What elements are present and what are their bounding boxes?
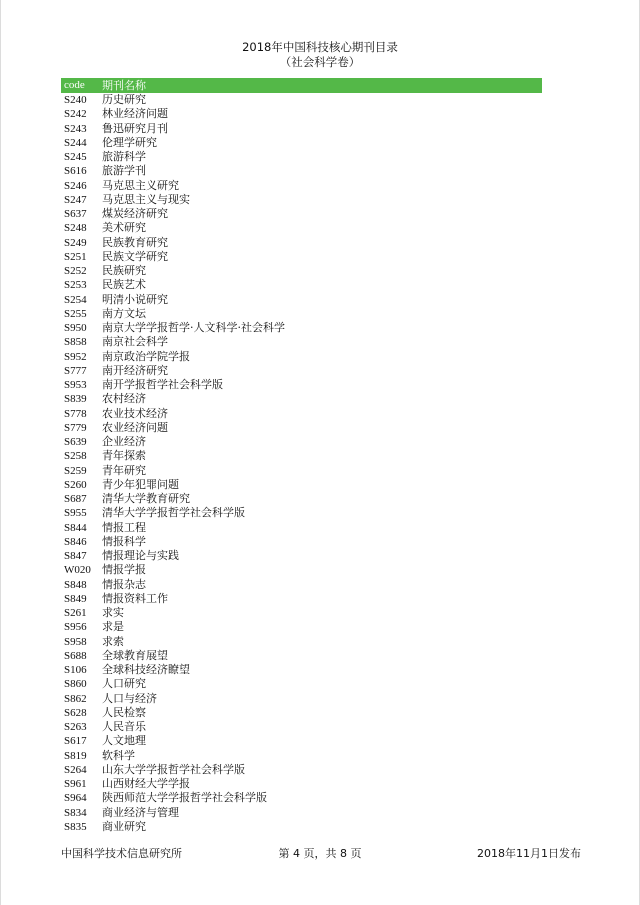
- journal-code: S639: [64, 436, 87, 448]
- table-row: [61, 649, 542, 663]
- journal-name: 情报资料工作: [102, 591, 168, 605]
- journal-name: 人口研究: [102, 677, 146, 691]
- journal-code: S834: [64, 806, 87, 819]
- journal-name: 伦理学研究: [102, 135, 157, 149]
- journal-name: 情报工程: [102, 520, 146, 534]
- journal-code: S961: [64, 778, 87, 790]
- journal-name: 南开学报哲学社会科学版: [102, 378, 223, 391]
- table-header: [61, 78, 542, 93]
- table-row: [61, 207, 542, 221]
- table-row: [61, 635, 542, 649]
- journal-code: S956: [64, 621, 87, 634]
- table-row: [61, 663, 542, 677]
- journal-code: S628: [64, 706, 87, 719]
- journal-code: S616: [64, 165, 87, 178]
- table-row: [61, 335, 542, 349]
- table-row: [61, 449, 542, 463]
- table-row: [61, 806, 542, 820]
- journal-code: S264: [64, 763, 87, 776]
- journal-name: 人口与经济: [102, 691, 157, 705]
- journal-code: S246: [64, 179, 87, 192]
- journal-code: S835: [64, 820, 87, 833]
- document-subtitle: （社会科学卷）: [279, 55, 361, 69]
- table-row: [61, 264, 542, 278]
- journal-name: 农村经济: [102, 392, 146, 406]
- table-row: [61, 278, 542, 292]
- journal-code: S254: [64, 293, 87, 306]
- journal-name: 民族文学研究: [102, 249, 168, 263]
- journal-list: [61, 93, 542, 834]
- journal-name: 农业经济问题: [102, 420, 168, 434]
- journal-name: 情报学报: [102, 563, 146, 577]
- journal-code: S849: [64, 592, 87, 605]
- journal-name: 民族研究: [102, 264, 146, 277]
- journal-name: 全球教育展望: [102, 648, 168, 662]
- journal-code: S847: [64, 550, 87, 562]
- table-row: [61, 521, 542, 535]
- journal-code: S252: [64, 265, 87, 277]
- journal-name: 鲁迅研究月刊: [102, 121, 168, 135]
- table-row: [61, 492, 542, 506]
- journal-name: 林业经济问题: [102, 107, 168, 121]
- journal-name: 明清小说研究: [102, 292, 168, 306]
- table-row: [61, 307, 542, 321]
- journal-code: S258: [64, 450, 87, 463]
- journal-name: 青少年犯罪问题: [102, 477, 179, 491]
- journal-code: S247: [64, 193, 87, 206]
- table-row: [61, 578, 542, 592]
- table-row: [61, 734, 542, 748]
- table-row: [61, 535, 542, 549]
- table-row: [61, 606, 542, 620]
- journal-name: 山西财经大学学报: [102, 777, 190, 790]
- table-row: [61, 749, 542, 763]
- table-row: [61, 293, 542, 307]
- journal-code: S952: [64, 350, 87, 363]
- journal-code: S958: [64, 635, 87, 648]
- journal-code: S251: [64, 250, 87, 263]
- journal-name: 民族艺术: [102, 278, 146, 292]
- journal-name: 南京大学学报哲学·人文科学·社会科学: [102, 321, 285, 334]
- journal-code: S860: [64, 678, 87, 691]
- table-row: [61, 93, 542, 107]
- table-row: [61, 677, 542, 691]
- journal-name: 情报科学: [102, 534, 146, 548]
- journal-name: 山东大学学报哲学社会科学版: [102, 762, 245, 776]
- journal-name: 求是: [102, 620, 124, 634]
- table-row: [61, 407, 542, 421]
- journal-code: S862: [64, 692, 87, 705]
- journal-name: 煤炭经济研究: [102, 207, 168, 220]
- journal-code: S248: [64, 222, 87, 235]
- journal-name: 陕西师范大学学报哲学社会科学版: [102, 791, 267, 805]
- journal-name: 商业研究: [102, 819, 146, 833]
- column-header-name: 期刊名称: [102, 79, 146, 92]
- journal-name: 民族教育研究: [102, 235, 168, 249]
- journal-code: S687: [64, 493, 87, 505]
- table-row: [61, 549, 542, 563]
- journal-name: 企业经济: [102, 435, 146, 448]
- journal-name: 旅游科学: [102, 150, 146, 163]
- table-row: [61, 620, 542, 634]
- journal-name: 历史研究: [102, 93, 146, 106]
- journal-name: 情报杂志: [102, 577, 146, 591]
- journal-code: S955: [64, 507, 87, 520]
- journal-code: S255: [64, 307, 87, 320]
- footer-page-number: 第 4 页，共 8 页: [278, 847, 362, 860]
- footer-issuer: 中国科学技术信息研究所: [61, 847, 182, 860]
- journal-name: 南京政治学院学报: [102, 349, 190, 363]
- table-row: [61, 592, 542, 606]
- table-row: [61, 777, 542, 791]
- journal-code: S617: [64, 735, 87, 748]
- table-row: [61, 435, 542, 449]
- journal-name: 软科学: [102, 748, 135, 762]
- journal-name: 马克思主义研究: [102, 178, 179, 192]
- journal-name: 南开经济研究: [102, 363, 168, 377]
- table-row: [61, 179, 542, 193]
- journal-code: S263: [64, 721, 87, 733]
- journal-code: S779: [64, 421, 87, 434]
- journal-name: 南京社会科学: [102, 335, 168, 349]
- journal-name: 清华大学教育研究: [102, 492, 190, 505]
- journal-code: S848: [64, 578, 87, 591]
- journal-name: 农业技术经济: [102, 406, 168, 420]
- table-row: [61, 107, 542, 121]
- table-row: [61, 378, 542, 392]
- table-row: [61, 706, 542, 720]
- journal-code: S950: [64, 322, 87, 334]
- document-footer: [0, 846, 640, 862]
- journal-code: S953: [64, 379, 87, 391]
- journal-code: S242: [64, 108, 87, 121]
- journal-code: S259: [64, 464, 87, 477]
- journal-code: S243: [64, 122, 87, 135]
- table-row: [61, 350, 542, 364]
- journal-code: S839: [64, 393, 87, 406]
- journal-name: 人文地理: [102, 734, 146, 748]
- journal-code: S249: [64, 236, 87, 249]
- journal-name: 商业经济与管理: [102, 805, 179, 819]
- journal-code: S106: [64, 664, 87, 676]
- journal-code: S253: [64, 279, 87, 292]
- table-row: [61, 136, 542, 150]
- journal-code: S261: [64, 607, 87, 619]
- table-row: [61, 193, 542, 207]
- journal-code: S245: [64, 151, 87, 163]
- table-row: [61, 763, 542, 777]
- journal-name: 求实: [102, 606, 124, 619]
- journal-code: S777: [64, 364, 87, 377]
- table-row: [61, 122, 542, 136]
- journal-name: 人民音乐: [102, 720, 146, 733]
- journal-name: 美术研究: [102, 221, 146, 235]
- table-row: [61, 164, 542, 178]
- journal-name: 求索: [102, 634, 124, 648]
- journal-code: S858: [64, 336, 87, 349]
- journal-name: 清华大学学报哲学社会科学版: [102, 506, 245, 520]
- document-title: 2018年中国科技核心期刊目录: [242, 40, 398, 54]
- table-row: [61, 692, 542, 706]
- journal-name: 情报理论与实践: [102, 549, 179, 562]
- table-row: [61, 720, 542, 734]
- journal-code: S240: [64, 94, 87, 106]
- journal-name: 青年探索: [102, 449, 146, 463]
- column-header-code: code: [64, 79, 85, 91]
- journal-code: S964: [64, 792, 87, 805]
- table-row: [61, 791, 542, 805]
- journal-code: S688: [64, 649, 87, 662]
- journal-code: S637: [64, 208, 87, 220]
- table-row: [61, 464, 542, 478]
- table-row: [61, 150, 542, 164]
- footer-publish-date: 2018年11月1日发布: [477, 847, 581, 860]
- journal-name: 全球科技经济瞭望: [102, 663, 190, 676]
- journal-code: S260: [64, 478, 87, 491]
- journal-name: 人民检察: [102, 705, 146, 719]
- table-row: [61, 250, 542, 264]
- table-row: [61, 236, 542, 250]
- journal-code: W020: [64, 564, 91, 577]
- table-row: [61, 421, 542, 435]
- journal-name: 旅游学刊: [102, 164, 146, 178]
- journal-name: 南方文坛: [102, 306, 146, 320]
- table-row: [61, 221, 542, 235]
- journal-code: S819: [64, 749, 87, 762]
- table-row: [61, 321, 542, 335]
- journal-code: S844: [64, 521, 87, 534]
- journal-code: S778: [64, 407, 87, 420]
- document-header: [0, 40, 640, 70]
- journal-code: S244: [64, 136, 87, 149]
- table-row: [61, 478, 542, 492]
- table-row: [61, 820, 542, 834]
- table-row: [61, 563, 542, 577]
- table-row: [61, 392, 542, 406]
- table-row: [61, 364, 542, 378]
- journal-name: 马克思主义与现实: [102, 192, 190, 206]
- journal-code: S846: [64, 535, 87, 548]
- table-row: [61, 506, 542, 520]
- journal-name: 青年研究: [102, 463, 146, 477]
